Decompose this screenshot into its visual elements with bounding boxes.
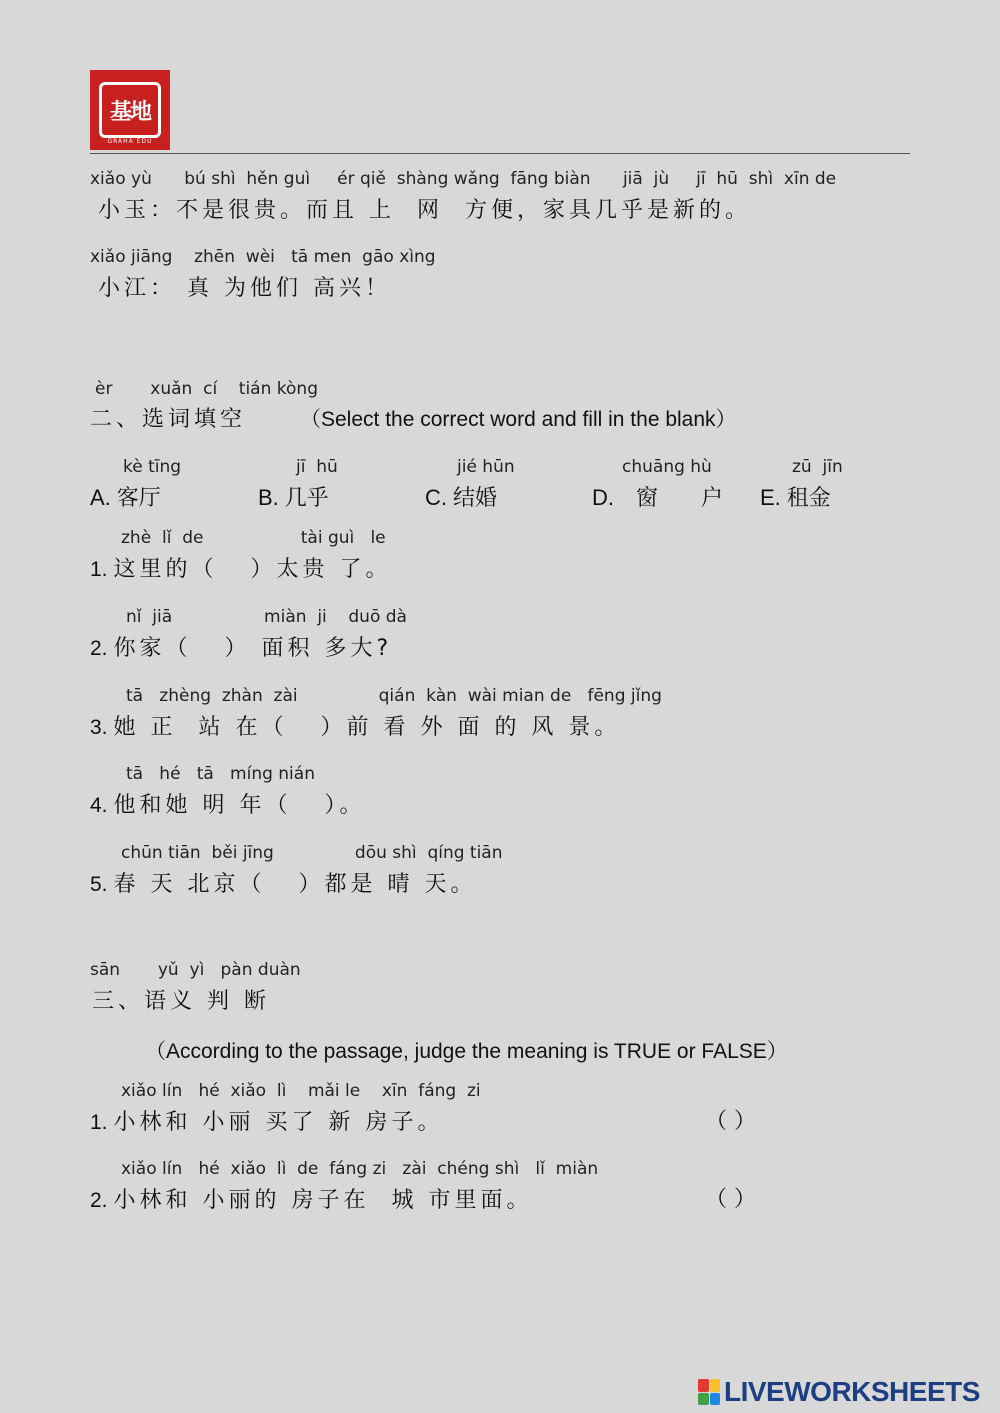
section3-pinyin: sān yǔ yì pàn duàn [90,960,301,980]
liveworksheets-brand [698,1376,980,1408]
dialog-1-pinyin: xiǎo yù bú shì hěn guì ér qiě shàng wǎng fāng biàn jiā jù jī hū shì xīn de [90,169,837,189]
option-a: A. 客厅 [90,485,161,511]
judge-1-answer-blank[interactable]: （ ） [705,1109,756,1134]
option-a-pinyin: kè tīng [123,457,182,477]
question-5: 5. 春 天 北京（ ）都是 晴 天。 [90,872,477,897]
question-5-pinyin: chūn tiān běi jīng dōu shì qíng tiān [121,843,503,863]
question-1: 1. 这里的（ ）太贵 了。 [90,557,392,582]
option-e-pinyin: zū jīn [792,457,843,477]
section2-title: 二、选词填空 [90,407,247,432]
section2-pinyin: èr xuǎn cí tián kòng [95,379,318,399]
option-b-pinyin: jī hū [296,457,338,477]
logo-tagline: GRAHA EDU [107,138,153,145]
option-d: D. 窗 户 [592,485,741,511]
dialog-2-text: 小江： 真 为他们 高兴！ [98,276,391,301]
header-divider [90,153,910,154]
judge-2-answer-blank[interactable]: （ ） [705,1187,756,1212]
dialog-2-pinyin: xiǎo jiāng zhēn wèi tā men gāo xìng [90,247,436,267]
question-4-pinyin: tā hé tā míng nián [126,764,315,784]
question-3: 3. 她 正 站 在（ ）前 看 外 面 的 风 景。 [90,715,621,740]
brand-name: LIVEWORKSHEETS [724,1376,980,1407]
option-d-pinyin: chuāng hù [622,457,712,477]
judge-2: 2. 小林和 小丽的 房子在 城 市里面。 [90,1188,533,1213]
section3-title: 三、语义 判 断 [92,989,270,1014]
brand-badge-icon [698,1379,720,1405]
question-1-pinyin: zhè lǐ de tài guì le [121,528,386,548]
option-e: E. 租金 [760,485,831,511]
judge-1-pinyin: xiǎo lín hé xiǎo lì mǎi le xīn fáng zi [121,1081,481,1101]
judge-1: 1. 小林和 小丽 买了 新 房子。 [90,1110,444,1135]
question-2: 2. 你家（ ） 面积 多大? [90,636,393,661]
school-logo [90,70,170,150]
option-c-pinyin: jié hūn [457,457,515,477]
logo-seal: 基地 [99,82,161,138]
option-b: B. 几乎 [258,485,329,511]
question-4: 4. 他和她 明 年（ ）。 [90,793,366,818]
section3-title-en: （According to the passage, judge the meaning is TRUE or FALSE） [145,1040,788,1063]
question-2-pinyin: nǐ jiā miàn ji duō dà [126,607,407,627]
option-c: C. 结婚 [425,485,498,511]
dialog-1-text: 小玉：不是很贵。而且 上 网 方便，家具几乎是新的。 [98,198,751,223]
section2-title-en: （Select the correct word and fill in the blank） [300,408,737,431]
question-3-pinyin: tā zhèng zhàn zài qián kàn wài mian de fēng jǐng [126,686,662,706]
judge-2-pinyin: xiǎo lín hé xiǎo lì de fáng zi zài chéng shì lǐ miàn [121,1159,599,1179]
